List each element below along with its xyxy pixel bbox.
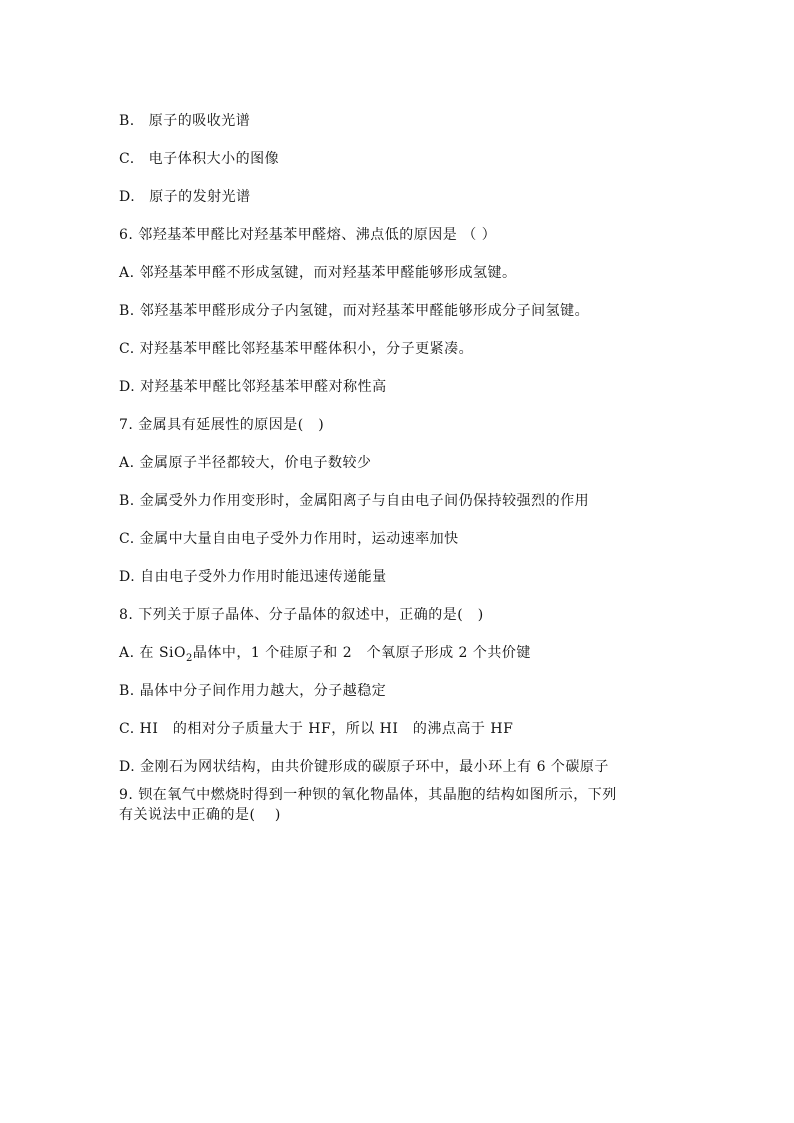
q6-stem: 6. 邻羟基苯甲醛比对羟基苯甲醛熔、沸点低的原因是 （ ） bbox=[119, 227, 497, 243]
option-label: D. bbox=[119, 189, 136, 205]
q9-stem-line2: 有关说法中正确的是( ) bbox=[119, 807, 281, 823]
q8-stem: 8. 下列关于原子晶体、分子晶体的叙述中，正确的是( ) bbox=[119, 607, 484, 623]
option-text-suffix: 晶体中，1 个硅原子和 2 个氧原子形成 2 个共价键 bbox=[192, 645, 531, 661]
option-text: 原子的吸收光谱 bbox=[148, 113, 251, 129]
q8-option-c: C. HI 的相对分子质量大于 HF，所以 HI 的沸点高于 HF bbox=[119, 721, 514, 737]
q6-option-c: C. 对羟基苯甲醛比邻羟基苯甲醛体积小，分子更紧凑。 bbox=[119, 341, 474, 357]
q7-option-c: C. 金属中大量自由电子受外力作用时，运动速率加快 bbox=[119, 531, 459, 547]
option-text-prefix: A. 在 SiO bbox=[119, 645, 187, 661]
option-label: B. bbox=[119, 113, 135, 129]
q7-stem: 7. 金属具有延展性的原因是( ) bbox=[119, 417, 325, 433]
q5-option-b bbox=[119, 112, 250, 130]
q7-option-d: D. 自由电子受外力作用时能迅速传递能量 bbox=[119, 569, 387, 585]
q5-option-c bbox=[119, 150, 279, 168]
q8-option-d: D. 金刚石为网状结构，由共价键形成的碳原子环中，最小环上有 6 个碳原子 bbox=[119, 759, 609, 775]
q5-option-d bbox=[119, 188, 251, 206]
option-text: 电子体积大小的图像 bbox=[148, 151, 280, 167]
q7-option-b: B. 金属受外力作用变形时，金属阳离子与自由电子间仍保持较强烈的作用 bbox=[119, 493, 590, 509]
q8-option-b: B. 晶体中分子间作用力越大，分子越稳定 bbox=[119, 683, 387, 699]
q6-option-a: A. 邻羟基苯甲醛不形成氢键，而对羟基苯甲醛能够形成氢键。 bbox=[119, 265, 517, 281]
option-text: 原子的发射光谱 bbox=[149, 189, 251, 205]
q9-stem-line1: 9. 钡在氧气中燃烧时得到一种钡的氧化物晶体，其晶胞的结构如图所示，下列 bbox=[119, 787, 617, 803]
q7-option-a: A. 金属原子半径都较大，价电子数较少 bbox=[119, 455, 372, 471]
q6-option-d: D. 对羟基苯甲醛比邻羟基苯甲醛对称性高 bbox=[119, 379, 387, 395]
q8-option-a bbox=[119, 644, 531, 662]
q6-option-b: B. 邻羟基苯甲醛形成分子内氢键，而对羟基苯甲醛能够形成分子间氢键。 bbox=[119, 303, 590, 319]
subscript: 2 bbox=[186, 652, 193, 664]
option-label: C. bbox=[119, 151, 135, 167]
